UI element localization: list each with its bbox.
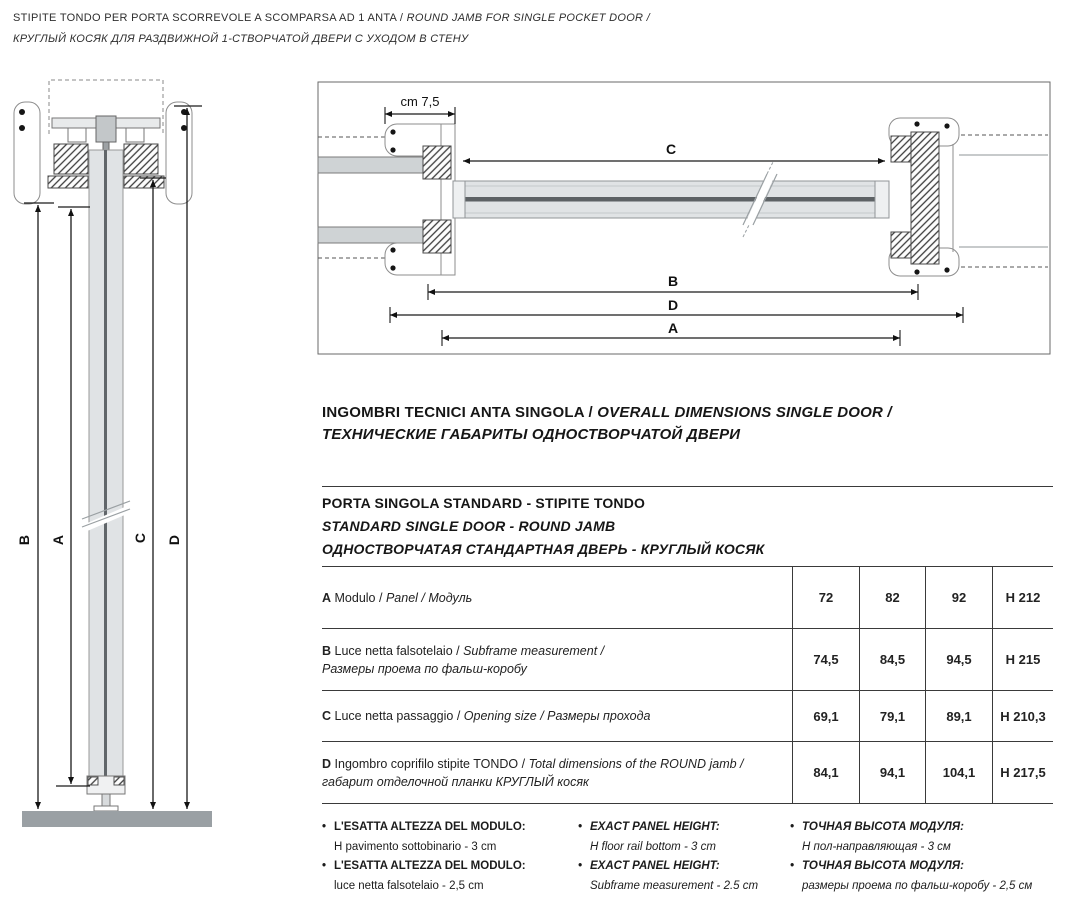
row-label-it: Ingombro coprifilo stipite TONDO / (334, 756, 526, 771)
cell-value: 74,5 (792, 629, 859, 690)
section-title-ru: ТЕХНИЧЕСКИЕ ГАБАРИТЫ ОДНОСТВОРЧАТОЙ ДВЕРИ (322, 426, 741, 443)
footnote-head: • ТОЧНАЯ ВЫСОТА МОДУЛЯ: (790, 857, 1062, 877)
table-row-a (322, 567, 1053, 629)
page-header (13, 8, 993, 50)
dimensions-table (322, 566, 1053, 804)
bullet-icon: • (578, 860, 583, 872)
elevation-section-drawing (8, 72, 223, 827)
footnote-head: • ТОЧНАЯ ВЫСОТА МОДУЛЯ: (790, 818, 1062, 838)
footnote-head: • L'ESATTA ALTEZZA DEL MODULO: (322, 857, 572, 877)
cell-value: 92 (925, 567, 992, 628)
cell-value: 82 (859, 567, 925, 628)
jamb-left (385, 124, 455, 275)
jamb-right (889, 118, 959, 276)
section-title-line-1 (322, 402, 1053, 424)
dimension-label-a: A (667, 320, 679, 336)
dimension-label-d: D (166, 534, 182, 546)
cell-value: H 212 (992, 567, 1053, 628)
cell-value: 94,5 (925, 629, 992, 690)
table-title-en: STANDARD SINGLE DOOR - ROUND JAMB (322, 518, 616, 534)
header-title-en: ROUND JAMB FOR SINGLE POCKET DOOR / (406, 12, 651, 24)
table-row-b (322, 629, 1053, 691)
dimension-label-c: C (665, 141, 677, 157)
bullet-icon: • (578, 821, 583, 833)
cell-value: 69,1 (792, 691, 859, 741)
cell-value: H 217,5 (992, 742, 1053, 803)
row-key: C (322, 709, 332, 723)
divider-line (322, 486, 1053, 487)
table-title (322, 492, 1053, 561)
row-label-en: Subframe measurement / (463, 643, 605, 658)
row-label-it: Modulo / (334, 590, 383, 605)
cell-value: 79,1 (859, 691, 925, 741)
footnote-sub: размеры проема по фальш-коробу - 2,5 см (802, 879, 1033, 892)
footnote-head: • EXACT PANEL HEIGHT: (578, 857, 786, 877)
dimension-label-a: A (50, 534, 66, 546)
cell-value: 104,1 (925, 742, 992, 803)
row-label (322, 567, 792, 628)
bullet-icon: • (322, 821, 327, 833)
row-label (322, 629, 792, 690)
footnotes-russian (790, 818, 1062, 896)
pocket-wall-right (959, 135, 1048, 267)
footnote-head: • EXACT PANEL HEIGHT: (578, 818, 786, 838)
door-panel-plan (453, 162, 889, 237)
bullet-icon: • (322, 860, 327, 872)
row-label (322, 691, 792, 741)
dimension-label-b: B (667, 273, 679, 289)
footnotes-english (578, 818, 786, 896)
dimension-c (463, 141, 885, 161)
section-title-en: OVERALL DIMENSIONS SINGLE DOOR / (597, 404, 892, 421)
bullet-icon: • (790, 821, 795, 833)
row-label-ru: Размеры проема по фальш-коробу (322, 661, 527, 676)
dimension-label-d: D (667, 297, 679, 313)
door-panel (82, 150, 130, 790)
cell-value: H 210,3 (992, 691, 1053, 741)
cell-value: H 215 (992, 629, 1053, 690)
section-title-it: INGOMBRI TECNICI ANTA SINGOLA / (322, 404, 593, 421)
dimension-label-c: C (132, 532, 148, 544)
cell-value: 72 (792, 567, 859, 628)
row-key: B (322, 643, 332, 658)
footnote-sub: H pavimento sottobinario - 3 cm (334, 840, 497, 853)
bullet-icon: • (790, 860, 795, 872)
plan-dimension-lines (390, 284, 963, 346)
jamb-width-label: cm 7,5 (400, 94, 440, 109)
cell-value: 84,1 (792, 742, 859, 803)
jamb-profile-right (166, 102, 192, 204)
header-title-it: STIPITE TONDO PER PORTA SCORREVOLE A SCOMPARSA AD 1 ANTA / (13, 12, 404, 24)
row-label-en: Panel / Модуль (385, 590, 473, 605)
floor (22, 811, 212, 827)
footnote-sub: Subframe measurement - 2.5 cm (590, 879, 759, 892)
table-row-d (322, 742, 1053, 804)
cell-value: 94,1 (859, 742, 925, 803)
footnote-sub: luce netta falsotelaio - 2,5 cm (334, 879, 484, 892)
section-title (322, 402, 1053, 446)
jamb-profile-left (14, 102, 40, 204)
row-label-en: Total dimensions of the ROUND jamb / (528, 756, 744, 771)
header-line-1 (13, 8, 993, 29)
jamb-width-dimension (385, 94, 455, 124)
footnote-sub: Н пол-направляющая - 3 см (802, 840, 951, 853)
header-title-ru: КРУГЛЫЙ КОСЯК ДЛЯ РАЗДВИЖНОЙ 1-СТВОРЧАТОЙ ДВЕРИ С УХОДОМ В СТЕНУ (13, 33, 469, 45)
footnote-head: • L'ESATTA ALTEZZA DEL MODULO: (322, 818, 572, 838)
row-label (322, 742, 792, 803)
table-row-c (322, 691, 1053, 742)
row-label-it: Luce netta falsotelaio / (334, 643, 460, 658)
footnotes-italian (322, 818, 572, 896)
row-key: D (322, 756, 332, 771)
row-label-it: Luce netta passaggio / (334, 709, 461, 723)
table-title-ru: ОДНОСТВОРЧАТАЯ СТАНДАРТНАЯ ДВЕРЬ - КРУГЛЫЙ КОСЯК (322, 541, 765, 557)
dimension-label-b: B (16, 534, 32, 546)
footnote-sub: H floor rail bottom - 3 cm (590, 840, 716, 853)
cell-value: 84,5 (859, 629, 925, 690)
row-label-ru: габарит отделочной планки КРУГЛЫЙ косяк (322, 774, 589, 789)
floor-guide (87, 776, 125, 811)
row-key: A (322, 590, 332, 605)
cell-value: 89,1 (925, 691, 992, 741)
table-title-it: PORTA SINGOLA STANDARD - STIPITE TONDO (322, 495, 646, 511)
row-label-en: Opening size / Размеры прохода (463, 709, 651, 723)
plan-section-drawing (315, 80, 1055, 356)
